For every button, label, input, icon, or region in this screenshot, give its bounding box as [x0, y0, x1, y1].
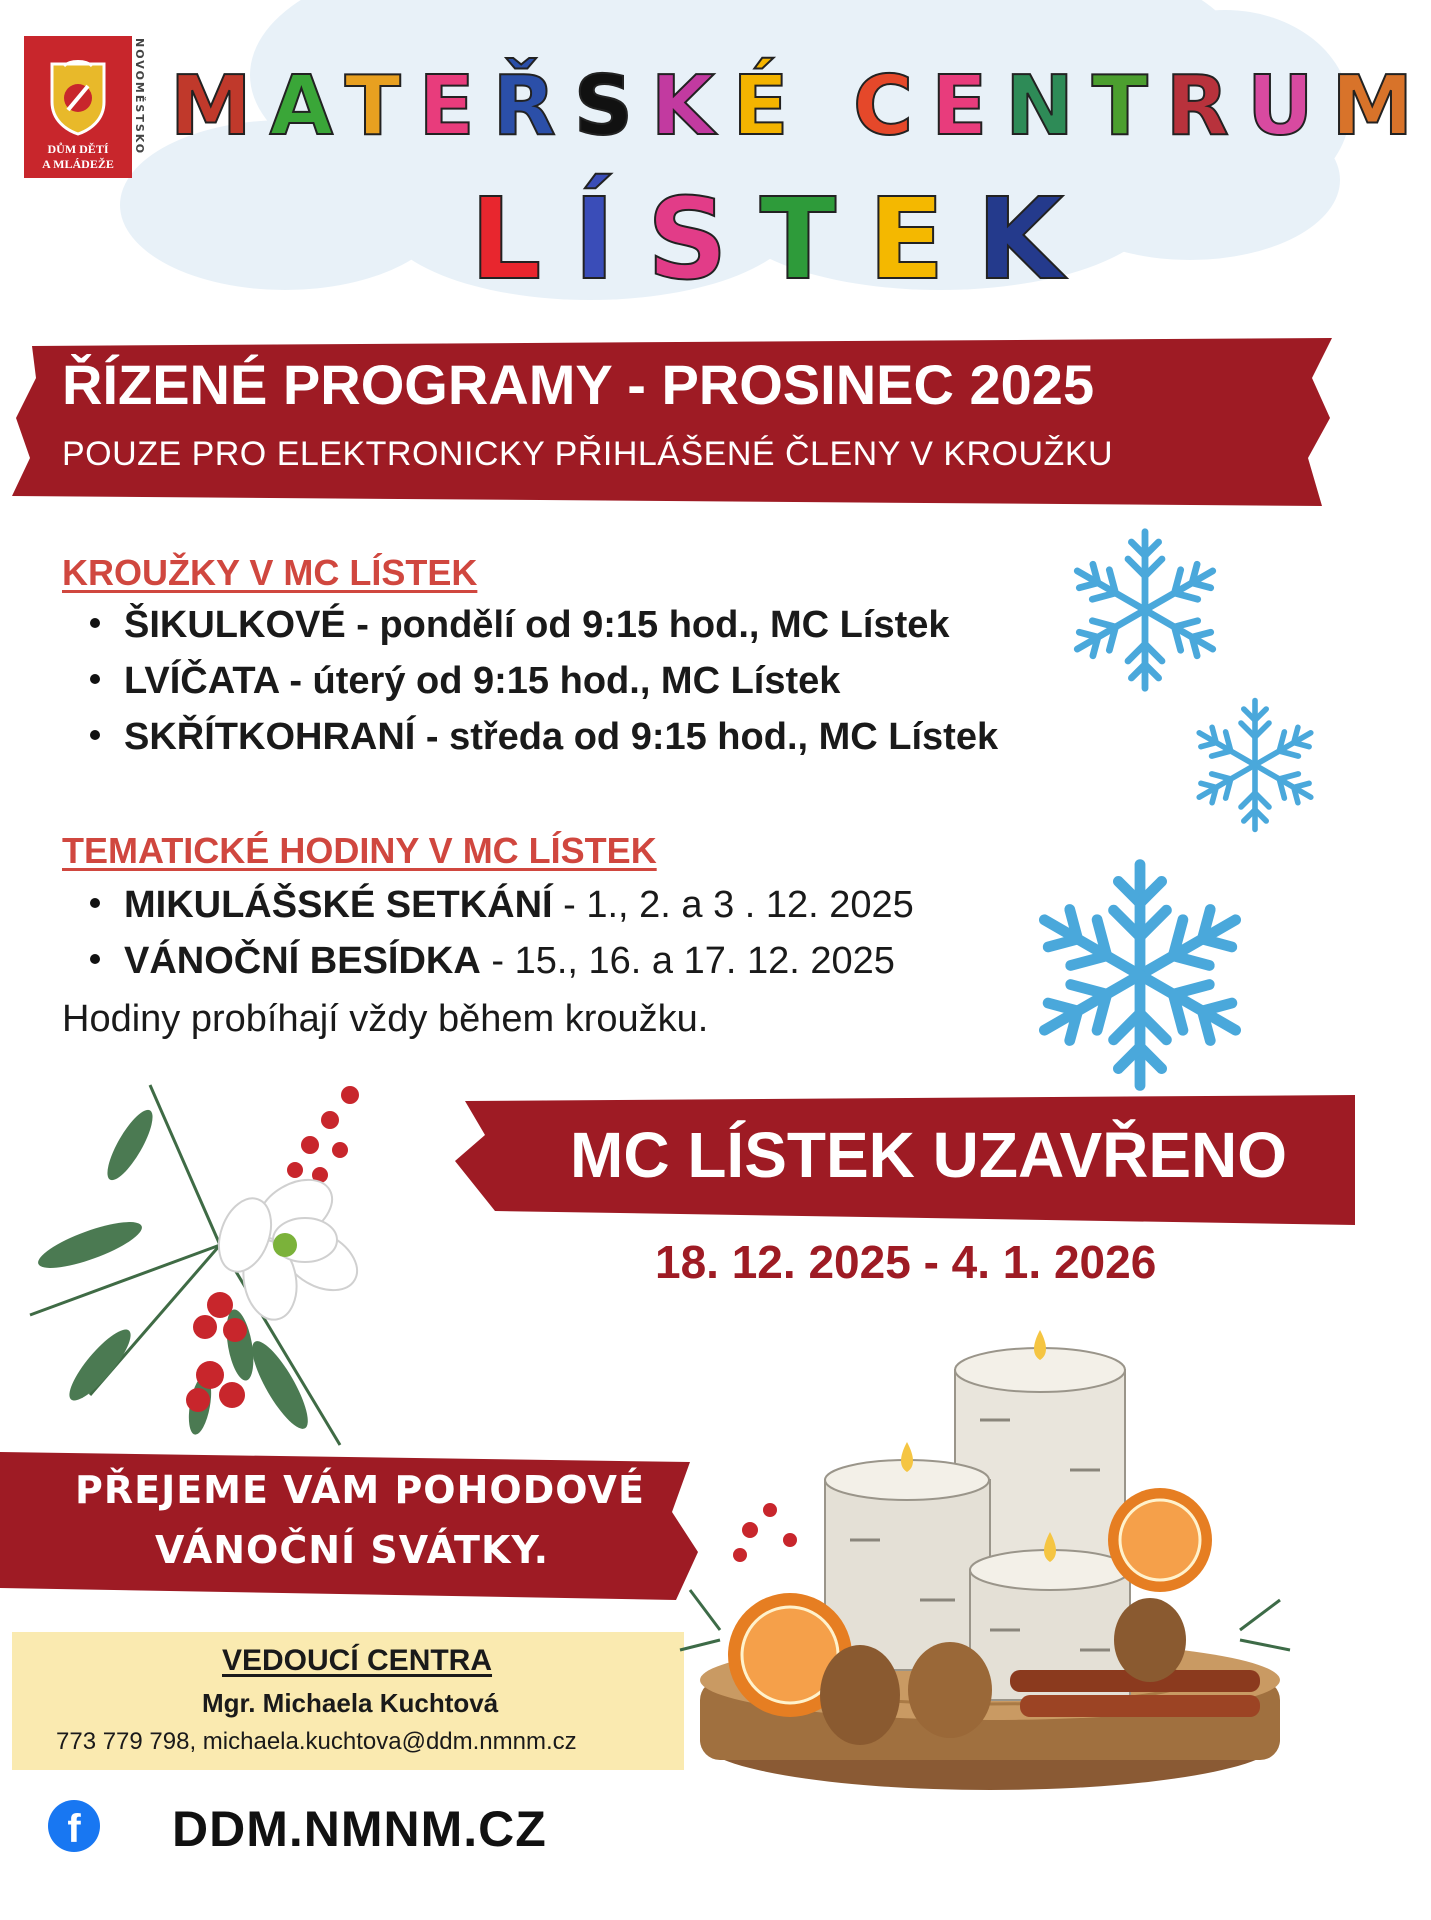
- snowflake-icon: [1060, 525, 1230, 695]
- contact-info[interactable]: 773 779 798, michaela.kuchtova@ddm.nmnm.cz: [56, 1728, 577, 1755]
- coat-of-arms-icon: [46, 58, 110, 136]
- snowflake-icon: [1185, 695, 1325, 835]
- logo-vertical-text: NOVOMĚSTSKO: [133, 38, 146, 156]
- bullet-icon: [90, 898, 100, 908]
- wish-line1: PŘEJEME VÁM POHODOVÉ: [75, 1468, 645, 1512]
- candles-illustration-icon: [680, 1300, 1300, 1820]
- logo-text-line1: DŮM DĚTÍ: [47, 142, 109, 156]
- title-materske-centrum: [170, 59, 1431, 154]
- website-link[interactable]: DDM.NMNM.CZ: [172, 1801, 547, 1857]
- title1-letter: S: [573, 59, 651, 154]
- title1-letter: [806, 59, 853, 154]
- title2-letter: S: [647, 175, 760, 305]
- title1-letter: E: [931, 59, 1006, 154]
- title1-letter: R: [1165, 59, 1247, 154]
- title1-letter: T: [344, 59, 419, 154]
- programs-banner-subtitle: POUZE PRO ELEKTRONICKY PŘIHLÁŠENÉ ČLENY V KROUŽKU: [62, 435, 1114, 473]
- logo-text-line2: A MLÁDEŽE: [42, 157, 114, 171]
- section-heading-krouzky: KROUŽKY V MC LÍSTEK: [62, 552, 478, 593]
- bullet-icon: [90, 730, 100, 740]
- list-item: ŠIKULKOVÉ - pondělí od 9:15 hod., MC Lístek: [90, 604, 950, 647]
- contact-title: VEDOUCÍ CENTRA: [222, 1644, 493, 1677]
- bullet-icon: [90, 618, 100, 628]
- title1-letter: N: [1005, 59, 1092, 154]
- title1-letter: A: [269, 59, 345, 154]
- title1-letter: E: [418, 59, 493, 154]
- title1-letter: T: [1091, 59, 1166, 154]
- list-item: VÁNOČNÍ BESÍDKA - 15., 16. a 17. 12. 2025: [90, 940, 895, 983]
- title2-letter: Í: [573, 175, 648, 305]
- title1-letter: M: [1331, 59, 1431, 154]
- title1-letter: C: [853, 59, 932, 154]
- bullet-icon: [90, 674, 100, 684]
- title1-letter: É: [732, 59, 807, 154]
- facebook-icon[interactable]: f: [48, 1800, 100, 1852]
- title1-letter: M: [170, 59, 270, 154]
- closed-title: MC LÍSTEK UZAVŘENO: [570, 1119, 1288, 1191]
- list-item: SKŘÍTKOHRANÍ - středa od 9:15 hod., MC Lístek: [90, 716, 998, 759]
- contact-box: [12, 1632, 684, 1770]
- title1-letter: U: [1246, 59, 1332, 154]
- closed-dates: 18. 12. 2025 - 4. 1. 2026: [655, 1236, 1157, 1288]
- snowflake-icon: [1010, 855, 1270, 1095]
- contact-name: Mgr. Michaela Kuchtová: [202, 1688, 499, 1718]
- hours-note: Hodiny probíhají vždy během kroužku.: [62, 998, 709, 1040]
- list-item: LVÍČATA - úterý od 9:15 hod., MC Lístek: [90, 660, 840, 703]
- title1-letter: Ř: [492, 59, 574, 154]
- christmas-flower-icon: [20, 1065, 420, 1455]
- wish-line2: VÁNOČNÍ SVÁTKY.: [155, 1528, 550, 1572]
- title2-letter: E: [868, 175, 977, 305]
- title1-letter: K: [650, 59, 733, 154]
- list-item: MIKULÁŠSKÉ SETKÁNÍ - 1., 2. a 3 . 12. 2025: [90, 884, 914, 927]
- title2-letter: K: [976, 175, 1096, 305]
- title2-letter: T: [759, 175, 869, 305]
- title2-letter: L: [470, 175, 574, 305]
- programs-banner-title: ŘÍZENÉ PROGRAMY - PROSINEC 2025: [62, 353, 1095, 416]
- section-heading-tematicke: TEMATICKÉ HODINY V MC LÍSTEK: [62, 830, 657, 871]
- ddm-logo: [24, 36, 132, 178]
- title-listek: [470, 175, 1096, 305]
- bullet-icon: [90, 954, 100, 964]
